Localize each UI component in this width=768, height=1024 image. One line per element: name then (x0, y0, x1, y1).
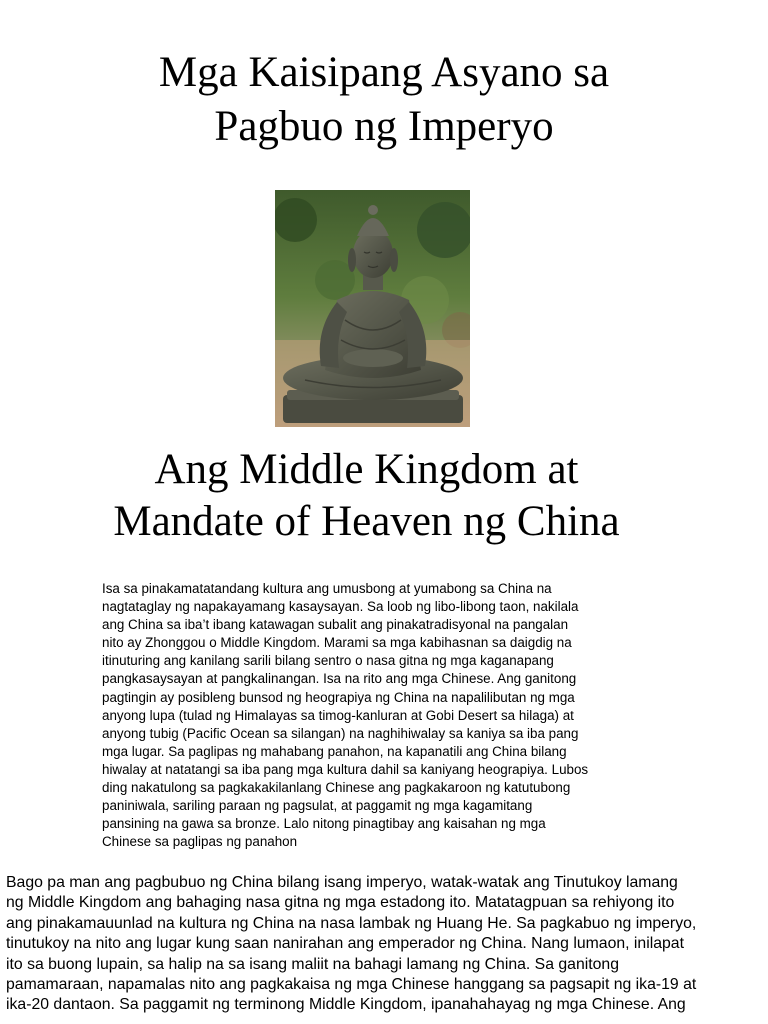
buddha-statue-image (275, 190, 470, 427)
paragraph-line: tinutukoy na nito ang lugar kung saan nanirahan ang emperador ng China. Nang lumaon, inilapat (6, 935, 684, 953)
paragraph-line: Bago pa man ang pagbubuo ng China bilang isang imperyo, watak-watak ang Tinutukoy lamang (6, 874, 678, 891)
paragraph-line: ang China sa iba’t ibang katawagan subalit ang pinakatradisyonal na pangalan (102, 617, 569, 633)
paragraph-line: pansining na gawa sa bronze. Lalo nitong pinagtibay ang kaisahan ng mga (102, 816, 546, 832)
paragraph-line: nito ay Zhonggou o Middle Kingdom. Marami sa mga kabihasnan sa daigdig na (102, 635, 572, 651)
body-paragraph (6, 873, 766, 1016)
paragraph-line: ika-20 dantaon. Sa paggamit ng terminong Middle Kingdom, ipanahahayag ng mga Chinese. Ang (6, 996, 686, 1014)
paragraph-line: mga lugar. Sa paglipas ng mahabang panahon, na kapanatili ang China bilang (102, 743, 567, 759)
title-line: Pagbuo ng Imperyo (214, 103, 554, 150)
paragraph-line: pangkasaysayan at pangkalinangan. Isa na rito ang mga Chinese. Ang ganitong (102, 671, 577, 687)
paragraph-line: hiwalay at natatangi sa iba pang mga kultura dahil sa kaniyang heograpiya. Lubos (102, 761, 589, 777)
paragraph-line: anyong lupa (tulad ng Himalayas sa timog-kanluran at Gobi Desert sa hilaga) at (102, 707, 574, 723)
intro-paragraph (102, 580, 672, 851)
paragraph-line: anyong tubig (Pacific Ocean sa silangan) na naghihiwalay sa kaniya sa iba pang (102, 725, 579, 741)
heading-line: Mandate of Heaven ng China (113, 498, 620, 545)
paragraph-line: ng Middle Kingdom ang bahaging nasa gitna ng mga estadong ito. Matatagpuan sa rehiyong ito (6, 894, 675, 912)
paragraph-line: Chinese sa paglipas ng panahon (102, 834, 298, 850)
paragraph-line: itinuturing ang kanilang sarili bilang sentro o nasa gitna ng mga kaganapang (102, 653, 554, 669)
paragraph-line: pamamaraan, napamalas nito ang pagkakaisa ng mga Chinese hanggang sa pagsapit ng ika-19 at (6, 976, 697, 994)
paragraph-line: nagtataglay ng napakayamang kasaysayan. Sa loob ng libo-libong taon, nakilala (102, 599, 579, 615)
section-heading (0, 444, 733, 548)
paragraph-line: pagtingin ay posibleng bunsod ng heograpiya ng China na napalilibutan ng mga (102, 689, 575, 705)
page-title (0, 46, 768, 154)
heading-line: Ang Middle Kingdom at (154, 446, 579, 493)
paragraph-line: ito sa buong lupain, sa halip na sa isang maliit na bahagi lamang ng China. Sa ganitong (6, 955, 619, 973)
paragraph-line: paniniwala, sariling paraan ng pagsulat, at paggamit ng mga kagamitang (102, 798, 533, 814)
paragraph-line: Isa sa pinakamatatandang kultura ang umusbong at yumabong sa China na (102, 581, 552, 596)
paragraph-line: ang pinakamauunlad na kultura ng China na nasa lambak ng Huang He. Sa pagkabuo ng imperyo, (6, 914, 697, 932)
paragraph-line: ding nakatulong sa pagkakakilanlang Chinese ang pagkakaroon ng katutubong (102, 780, 571, 796)
title-line: Mga Kaisipang Asyano sa (158, 49, 610, 96)
